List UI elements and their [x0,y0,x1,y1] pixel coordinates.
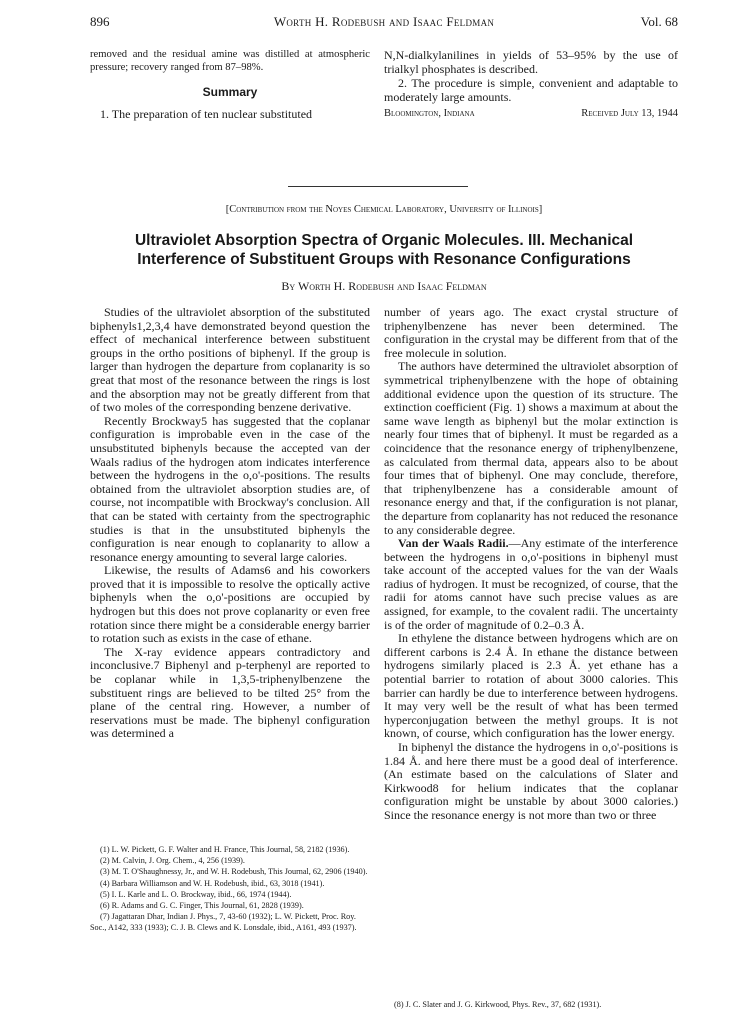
title-line-2: Interference of Substituent Groups with Resonance Configurations [137,251,631,268]
contribution-line: [Contribution from the Noyes Chemical Laboratory, University of Illinois] [225,204,543,215]
footnotes-left [90,844,370,934]
footnote: (2) M. Calvin, J. Org. Chem., 4, 256 (1939). [100,856,245,866]
article-title [90,231,678,269]
footnote: (1) L. W. Pickett, G. F. Walter and H. France, This Journal, 58, 2182 (1936). [100,845,350,854]
vdw-paragraph [384,537,678,632]
paragraph: The authors have determined the ultraviolet absorption of symmetrical triphenylbenzene with the hope of obtaining additional evidence upon the question of its structure. The extinction coefficient (Fig. 1) shows a maximum at about the same wave length as biphenyl but the molar extinction is nearly four times that of biphenyl. It must be regarded as a coincidence that the resonance energy of triphenylbenzene, as calculated from thermal data, appears also to be about four times that of biphenyl. One may conclude, therefore, that triphenylbenzene has a considerable amount of resonance energy and that, if the configuration is not planar, the departure from coplanarity has not reduced the resonance to any considerable degree. [384,359,678,537]
body-right-column [384,306,678,823]
paragraph: Recently Brockway5 has suggested that the coplanar configuration is improbable even in the case of the unsubstituted biphenyls because the accepted van der Waals radius of the hydrogen atom indicates interference between the hydrogens in the o,o'-positions. The results obtained from the ultraviolet absorption studies are, of course, not incompatible with Brockway's conclusion. All that can be stated with certainty from the spectrographic studies is that in the unsubstituted biphenyls the configuration is near enough to coplanarity to allow a resonance energy amounting to several large calories. [90,413,370,564]
footnote: (6) R. Adams and G. C. Finger, This Journal, 61, 2828 (1939). [100,901,304,911]
vdw-text: —Any estimate of the interference between the hydrogens in o,o'-positions in biphenyl must take account of the accepted values for the van der Waals radius of hydrogen. It must be recognized, of course, that the radii for atoms cannot have such precise values as are assigned, for example, to the covalent radii. The uncertainty is of the order of magnitude of 0.2–0.3 Å. [384,536,678,632]
footnote-right: (8) J. C. Slater and J. G. Kirkwood, Phys. Rev., 37, 682 (1931). [394,1000,602,1009]
footnote: (7) Jagattaran Dhar, Indian J. Phys., 7, 43-60 (1932); L. W. Pickett, Proc. Roy. Soc., A142, 333 (1933); C. J. B. Clews and K. Lonsdale, ibid., A161, 493 (1937). [90,912,357,933]
previous-article-right [384,48,678,121]
summary-heading: Summary [202,85,258,99]
body-left-column [90,306,370,741]
previous-article-text: removed and the residual amine was distilled at atmospheric pressure; recovery ranged from 87–98%. [90,49,370,73]
vdw-heading: Van der Waals Radii. [398,536,509,551]
footnote: (4) Barbara Williamson and W. H. Rodebush, ibid., 63, 3018 (1941). [100,878,325,888]
byline: By Worth H. Rodebush and Isaac Feldman [281,279,487,293]
footnote: (3) M. T. O'Shaughnessy, Jr., and W. H. Rodebush, This Journal, 62, 2906 (1940). [100,867,368,877]
paragraph: In ethylene the distance between hydrogens which are on different carbons is 2.4 Å. In ethane the distance between hydrogens similarly placed is 2.3 Å. yet ethane has a potential barrier to rotation of about 3000 calories. This barrier can hardly be due to interference between hydrogens. It may very well be the result of what has been termed hyperconjugation between the methyl groups. It is not known, of course, which configuration has the lower energy. [384,631,678,741]
summary-item-1: 1. The preparation of ten nuclear substituted [100,107,313,121]
paragraph: number of years ago. The exact crystal structure of triphenylbenzene has never been determined. The configuration in the crystal may be different from that of the free molecule in solution. [384,305,678,360]
paragraph: The X-ray evidence appears contradictory and inconclusive.7 Biphenyl and p-terphenyl are reported to be coplanar while in 1,3,5-triphenylbenzene the substituent rings are believed to be tilted 25° from the plane of the central ring. However, a number of reservations must be made. The biphenyl configuration was determined a [90,644,370,741]
footnote: (5) I. L. Karle and L. O. Brockway, ibid., 66, 1974 (1944). [100,889,292,899]
page-number: 896 [90,14,110,29]
volume-label: Vol. 68 [640,14,678,29]
previous-article-left [90,48,370,121]
running-head: Worth H. Rodebush and Isaac Feldman [273,14,495,29]
summary-item-2: 2. The procedure is simple, convenient and adaptable to moderately large amounts. [384,76,678,104]
location: Bloomington, Indiana [384,108,475,119]
paragraph: In biphenyl the distance the hydrogens in o,o'-positions is 1.84 Å. and here there must be a good deal of interference. (An estimate based on the calculations of Slater and Kirkwood8 for helium indicates that the coplanar configuration might be unstable by about 3000 calories.) Since the resonance energy is not more than two or three [384,740,678,822]
article-footer [384,107,678,121]
paragraph: Likewise, the results of Adams6 and his coworkers proved that it is impossible to resolve the optically active biphenyls when the o,o'-positions are occupied by hydrogen but this does not prove coplanarity or even free rotation since there might be a considerable energy barrier to rotation such as exists in the case of ethane. [90,563,370,646]
title-line-1: Ultraviolet Absorption Spectra of Organic Molecules. III. Mechanical [134,232,634,249]
summary-continuation: N,N-dialkylanilines in yields of 53–95% by the use of trialkyl phosphates is described. [384,48,678,76]
received-date: Received July 13, 1944 [581,108,678,119]
section-divider [288,186,468,187]
paragraph: Studies of the ultraviolet absorption of the substituted biphenyls1,2,3,4 have demonstrated beyond question the effect of mechanical interference between substituent groups in the ortho positions of biphenyl. If the group is larger than hydrogen the departure from coplanarity is so great that most of the resonance between the rings is lost and the absorption may not be greatly different from that of two moles of the corresponding benzene derivative. [90,305,370,415]
